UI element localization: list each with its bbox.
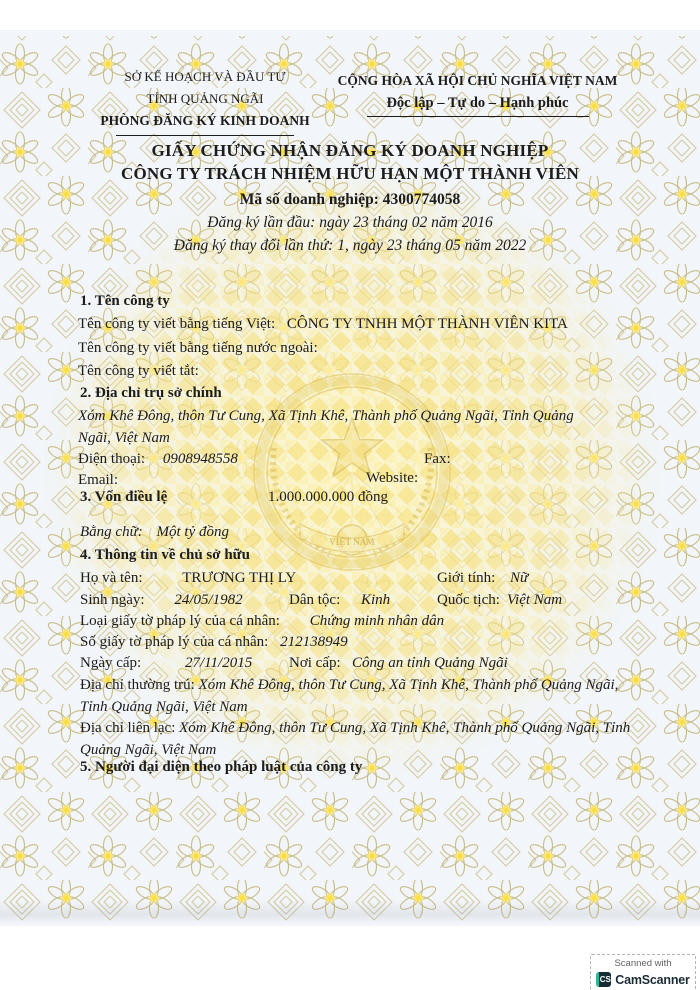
field-company-name-short: Tên công ty viết tắt: (78, 363, 199, 379)
certificate-title (0, 139, 700, 185)
issuer-block (95, 66, 315, 136)
enterprise-code-value: 4300774058 (382, 191, 461, 208)
camscanner-badge (590, 954, 696, 990)
section5-heading: 5. Người đại diện theo pháp luật của công ty (80, 759, 363, 775)
camscanner-scanned-with: Scanned with (614, 958, 672, 969)
phone-label: Điện thoại: (78, 451, 146, 467)
field-company-name-foreign: Tên công ty viết bằng tiếng nước ngoài: (78, 340, 318, 356)
field-id-number (80, 632, 348, 652)
section3-heading: 3. Vốn điều lệ (80, 489, 168, 505)
field-contact-address (80, 717, 632, 761)
gender-value: Nữ (510, 570, 529, 586)
contact-address-label: Địa chỉ liên lạc: (80, 720, 176, 736)
issue-date-label: Ngày cấp: (80, 655, 142, 671)
permanent-address-value: Xóm Khê Đông, thôn Tư Cung, Xã Tịnh Khê, Thành phố Quảng Ngãi, Tỉnh Quảng Ngãi, Việt Nam (80, 677, 619, 715)
dob-value: 24/05/1982 (174, 592, 243, 608)
capital-in-words-label: Bằng chữ: (80, 524, 143, 540)
field-company-name-vi (78, 314, 568, 334)
owner-name-value: TRƯƠNG THỊ LY (182, 570, 297, 586)
id-type-value: Chứng minh nhân dân (309, 613, 445, 629)
nationality-value: Việt Nam (507, 592, 563, 608)
email-label: Email: (78, 472, 118, 488)
id-type-label: Loại giấy tờ pháp lý của cá nhân: (80, 613, 280, 629)
ethnicity-value: Kinh (361, 592, 391, 608)
field-phone (78, 449, 238, 469)
national-line1: CỘNG HÒA XÃ HỘI CHỦ NGHĨA VIỆT NAM (337, 73, 618, 88)
contact-address-value: Xóm Khê Đông, thôn Tư Cung, Xã Tịnh Khê, Thành phố Quảng Ngãi, Tỉnh Quảng Ngãi, Việt Nam (80, 720, 631, 758)
field-owner-name (80, 568, 296, 588)
capital-in-words-value: Một tỷ đồng (156, 524, 229, 540)
issue-place-value: Công an tỉnh Quảng Ngãi (352, 655, 508, 671)
owner-name-label: Họ và tên: (80, 570, 143, 586)
nationality-label: Quốc tịch: (437, 592, 500, 608)
permanent-address-label: Địa chỉ thường trú: (80, 677, 195, 693)
amendment-line: Đăng ký thay đổi lần thứ: 1, ngày 23 tháng 05 năm 2022 (173, 237, 527, 254)
motto-underline (367, 116, 589, 117)
national-motto-block (335, 70, 620, 117)
fax-label: Fax: (424, 451, 451, 467)
field-permanent-address (80, 674, 620, 718)
field-birth-date (80, 590, 243, 610)
ethnicity-label: Dân tộc: (289, 592, 341, 608)
company-name-vi-value: CÔNG TY TNHH MỘT THÀNH VIÊN KITA (286, 316, 568, 332)
issuer-line2: TỈNH QUẢNG NGÃI (146, 91, 264, 106)
section4-heading: 4. Thông tin về chủ sở hữu (80, 547, 251, 563)
section1-heading: 1. Tên công ty (80, 293, 170, 309)
emblem-text: VIỆT NAM (329, 537, 375, 547)
issue-place-label: Nơi cấp: (289, 655, 341, 671)
field-issue-date (80, 653, 252, 673)
field-id-type (80, 611, 444, 631)
capital-in-words (80, 522, 229, 542)
national-line2: Độc lập – Tự do – Hạnh phúc (386, 95, 569, 111)
capital-amount: 1.000.000.000 đồng (268, 489, 388, 505)
issuer-underline (116, 135, 294, 136)
phone-value: 0908948558 (162, 451, 238, 467)
first-registration-line: Đăng ký lần đầu: ngày 23 tháng 02 năm 2016 (207, 214, 493, 231)
head-office-address: Xóm Khê Đông, thôn Tư Cung, Xã Tịnh Khê, Thành phố Quảng Ngãi, Tỉnh Quảng Ngãi, Việt Nam (78, 408, 574, 446)
company-name-vi-label: Tên công ty viết bằng tiếng Việt: (78, 316, 276, 332)
id-number-label: Số giấy tờ pháp lý của cá nhân: (80, 634, 269, 650)
camscanner-brand: CamScanner (615, 972, 690, 987)
enterprise-code-line (0, 190, 700, 210)
id-number-value: 212138949 (280, 634, 348, 650)
dob-label: Sinh ngày: (80, 592, 145, 608)
issuer-line3: PHÒNG ĐĂNG KÝ KINH DOANH (100, 113, 310, 128)
issuer-line1: SỞ KẾ HOẠCH VÀ ĐẦU TƯ (124, 69, 286, 84)
enterprise-code-label: Mã số doanh nghiệp: (239, 191, 379, 208)
title-line2: CÔNG TY TRÁCH NHIỆM HỮU HẠN MỘT THÀNH VIÊN (120, 164, 579, 183)
issue-date-value: 27/11/2015 (184, 655, 253, 671)
website-label: Website: (366, 470, 419, 486)
camscanner-icon: CS (596, 972, 611, 987)
section2-heading: 2. Địa chỉ trụ sở chính (80, 385, 222, 401)
gender-label: Giới tính: (437, 570, 496, 586)
title-line1: GIẤY CHỨNG NHẬN ĐĂNG KÝ DOANH NGHIỆP (151, 141, 549, 160)
